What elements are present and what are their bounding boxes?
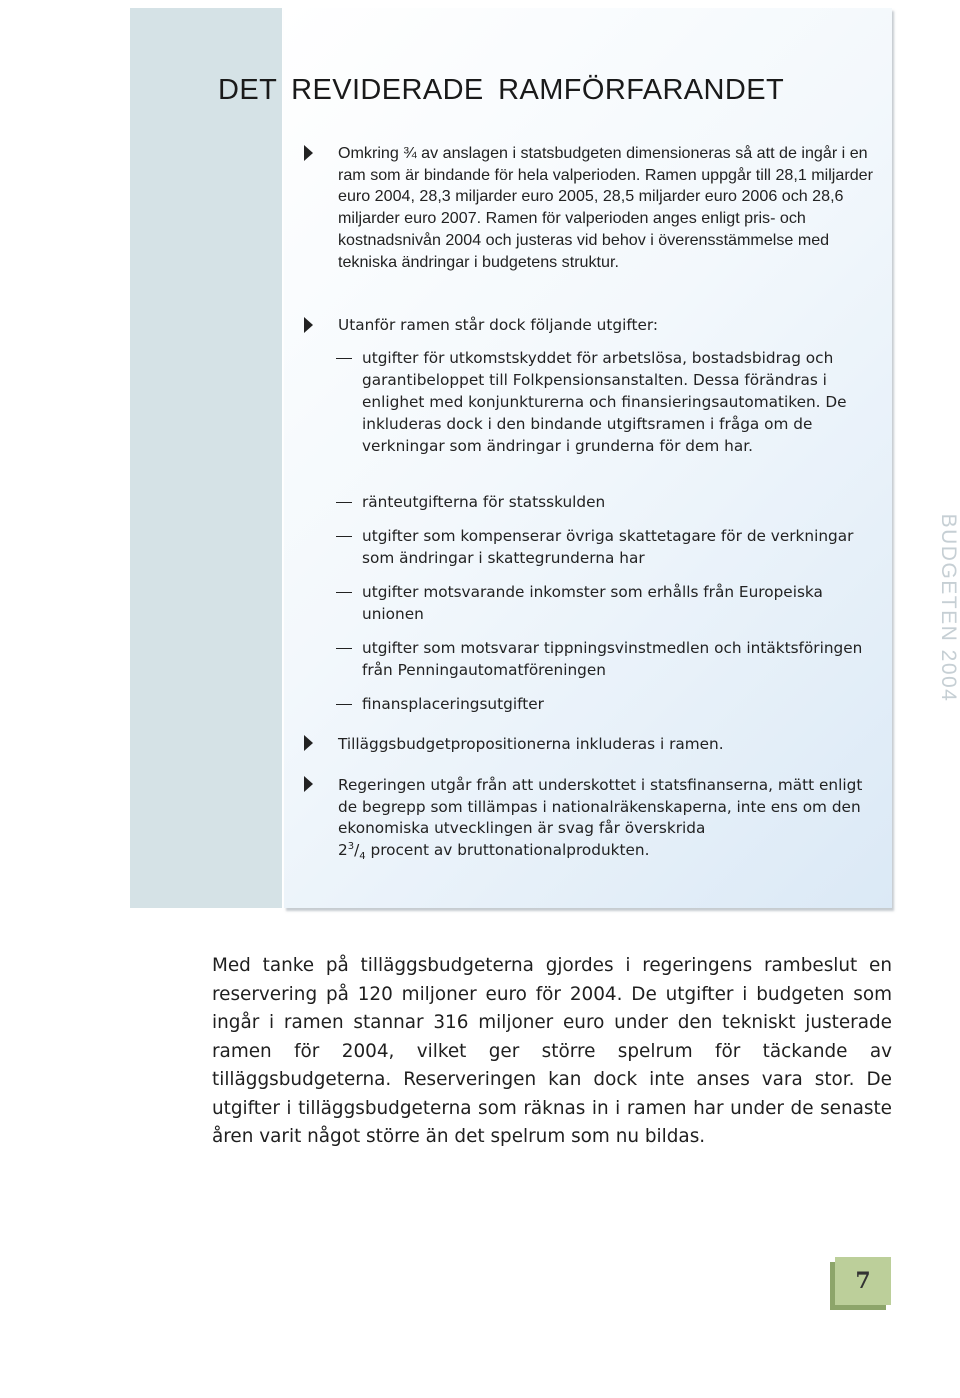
dash-item-6: finansplaceringsutgifter — [362, 695, 544, 713]
dash-item-2: ränteutgifterna för statsskulden — [362, 493, 606, 511]
bullet-1-text: Omkring ¾ av anslagen i statsbudgeten dimensioneras så att de ingår i en ram som är bindande för hela valperioden. Ramen uppgår till 28,1 miljarder euro 2004, 28,3 miljarder euro 2005, 28,5 miljarder euro 2006 och 28,6 miljarder euro 2007. Ramen för valperioden anges enligt pris- och kostnadsnivån 2004 och justeras vid behov i överensstämmelse med tekniska ändringar i budgetens struktur. — [338, 144, 873, 271]
sidebar-strip — [130, 8, 282, 908]
bullet-4-tail: procent av bruttonationalprodukten. — [365, 841, 650, 860]
dash-marker — [336, 358, 352, 359]
dash-marker — [336, 648, 352, 649]
page-number: 7 — [835, 1257, 891, 1305]
dash-item-4: utgifter motsvarande inkomster som erhålls från Europeiska unionen — [362, 583, 823, 623]
bullet-4-main: Regeringen utgår från att underskottet i statsfinanserna, mätt enligt de begrepp som tillämpas i nationalräkenskaperna, inte ens om den ekonomiska utvecklingen är svag får överskrida — [338, 776, 863, 838]
box-title: DET REVIDERADE RAMFÖRFARANDET — [218, 74, 785, 106]
bullet-4-whole: 2 — [338, 841, 348, 860]
dash-marker — [336, 536, 352, 537]
body-paragraph: Med tanke på tilläggsbudgeterna gjordes i regeringens rambeslut en reservering på 120 miljoner euro för 2004. De utgifter i budgeten som ingår i ramen stannar 316 miljoner euro under den tekniskt justerade ramen för 2004, vilket ger större spelrum för täckande av tilläggsbudgeterna. Reserveringen kan dock inte anses vara stor. De utgifter i tilläggsbudgeterna som räknas in i ramen har under de senaste åren varit något större än det spelrum som nu bildas. — [212, 955, 892, 1147]
dash-marker — [336, 502, 352, 503]
dash-item-5: utgifter som motsvarar tippningsvinstmedlen och intäktsföringen från Penningautomatföreningen — [362, 639, 863, 679]
dash-marker — [336, 704, 352, 705]
bullet-2-text: Utanför ramen står dock följande utgifter: — [338, 316, 659, 334]
bullet-3-text: Tilläggsbudgetpropositionerna inkluderas i ramen. — [338, 735, 724, 753]
dash-marker — [336, 592, 352, 593]
bullet-arrow-icon — [304, 776, 313, 792]
bullet-4-fraction-numerator: 3 — [347, 841, 355, 853]
bullet-arrow-icon — [304, 317, 313, 333]
bullet-4-text: Regeringen utgår från att underskottet i statsfinanserna, mätt enligt de begrepp som tillämpas i nationalräkenskaperna, inte ens om den ekonomiska utvecklingen är svag får överskrida $2^3/_4$ procent av bruttonationalprodukten. — [338, 776, 863, 863]
bullet-4-fraction-denominator: 4 — [359, 851, 366, 863]
dash-item-1: utgifter för utkomstskyddet för arbetslösa, bostadsbidrag och garantibeloppet till Folkpensionsanstalten. Dessa förändras i enlighet med konjunkturerna och finansieringsautomatiken. De inkluderas dock i den bindande utgiftsramen i fråga om de verkningar som ändringar i grunderna för dem har. — [362, 349, 847, 455]
bullet-arrow-icon — [304, 145, 313, 161]
bullet-arrow-icon — [304, 735, 313, 751]
side-label: BUDGETEN 2004 — [937, 513, 960, 703]
dash-item-3: utgifter som kompenserar övriga skattetagare för de verkningar som ändringar i skattegrunderna har — [362, 527, 854, 567]
